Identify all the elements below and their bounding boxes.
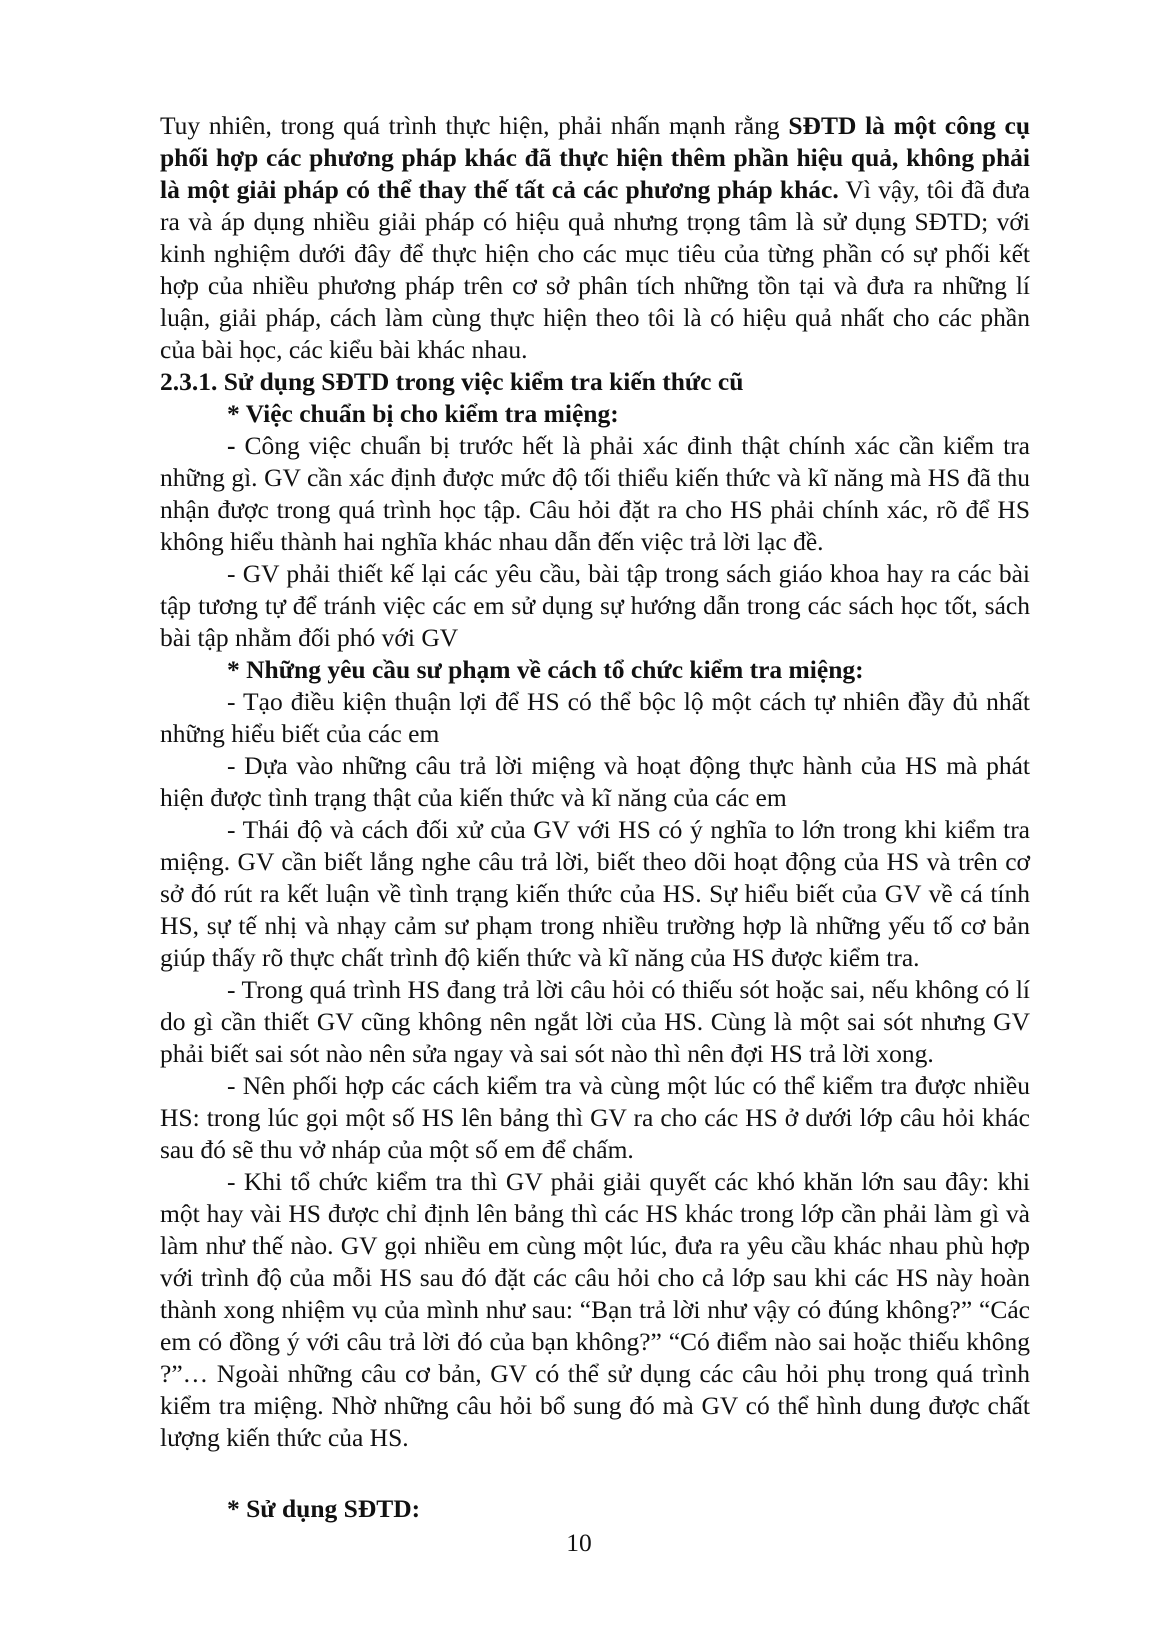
requirement-paragraph: - Tạo điều kiện thuận lợi để HS có thể bộc lộ một cách tự nhiên đầy đủ nhất những hiểu biết của các em	[160, 687, 1030, 748]
preparation-paragraph-2: - GV phải thiết kế lại các yêu cầu, bài tập trong sách giáo khoa hay ra các bài tập tương tự để tránh việc các em sử dụng sự hướng dẫn trong các sách học tốt, sách bài tập nhằm đối phó với GV	[160, 559, 1030, 652]
preparation-paragraph-1	[160, 430, 1030, 558]
page-number: 10	[566, 1528, 592, 1557]
requirement-paragraph: - Dựa vào những câu trả lời miệng và hoạt động thực hành của HS mà phát hiện được tình trạng thật của kiến thức và kĩ năng của các em	[160, 751, 1030, 812]
subheading-pedagogical-requirements: * Những yêu cầu sư phạm về cách tổ chức kiểm tra miệng:	[227, 655, 864, 684]
intro-bold-statement: SĐTD là một công cụ phối hợp các phương pháp khác đã thực hiện thêm phần hiệu quả, không phải là một giải pháp có thể thay thế tất cả các phương pháp khác.	[160, 111, 1031, 204]
subheading-using-mindmap: * Sử dụng SĐTD:	[227, 1494, 421, 1523]
intro-text-2: Vì vậy, tôi đã đưa ra và áp dụng nhiều giải pháp có hiệu quả nhưng trọng tâm là sử dụng SĐTD; với kinh nghiệm dưới đây để thực hiện cho các mục tiêu của từng phần có sự phối kết hợp của nhiều phương pháp trên cơ sở phân tích những tồn tại và đưa ra những lí luận, giải pháp, cách làm cùng thực hiện theo tôi là có hiệu quả nhất cho các phần của bài học, các kiểu bài khác nhau.	[160, 175, 1030, 364]
bold-dash: -	[227, 431, 236, 460]
subheading-preparation: * Việc chuẩn bị cho kiểm tra miệng:	[227, 399, 619, 428]
intro-text-1: Tuy nhiên, trong quá trình thực hiện, phải nhấn mạnh rằng	[160, 111, 789, 140]
preparation-paragraph-1-text: Công việc chuẩn bị trước hết là phải xác đinh thật chính xác cần kiểm tra những gì. GV cần xác định được mức độ tối thiểu kiến thức và kĩ năng mà HS đã thu nhận được trong quá trình học tập. Câu hỏi đặt ra cho HS phải chính xác, rõ để HS không hiểu thành hai nghĩa khác nhau dẫn đến việc trả lời lạc đề.	[160, 431, 1030, 556]
requirement-paragraph: - Trong quá trình HS đang trả lời câu hỏi có thiếu sót hoặc sai, nếu không có lí do gì cần thiết GV cũng không nên ngắt lời của HS. Cùng là một sai sót nhưng GV phải biết sai sót nào nên sửa ngay và sai sót nào thì nên đợi HS trả lời xong.	[160, 975, 1030, 1068]
spacer	[160, 1454, 1030, 1493]
requirement-paragraph: - Nên phối hợp các cách kiểm tra và cùng một lúc có thể kiểm tra được nhiều HS: trong lúc gọi một số HS lên bảng thì GV ra cho các HS ở dưới lớp câu hỏi khác sau đó sẽ thu vở nháp của một số em để chấm.	[160, 1071, 1030, 1164]
requirement-paragraph: - Khi tổ chức kiểm tra thì GV phải giải quyết các khó khăn lớn sau đây: khi một hay vài HS được chỉ định lên bảng thì các HS khác trong lớp cần phải làm gì và làm như thế nào. GV gọi nhiều em cùng một lúc, đưa ra yêu cầu khác nhau phù hợp với trình độ của mỗi HS sau đó đặt các câu hỏi cho cả lớp sau khi các HS này hoàn thành xong nhiệm vụ của mình như sau: “Bạn trả lời như vậy có đúng không?” “Các em có đồng ý với câu trả lời đó của bạn không?” “Có điểm nào sai hoặc thiếu không ?”… Ngoài những câu cơ bản, GV có thể sử dụng các câu hỏi phụ trong quá trình kiểm tra miệng. Nhờ những câu hỏi bổ sung đó mà GV có thể hình dung được chất lượng kiến thức của HS.	[160, 1167, 1030, 1452]
section-heading: 2.3.1. Sử dụng SĐTD trong việc kiểm tra kiến thức cũ	[160, 367, 744, 396]
document-page	[160, 110, 1030, 1525]
intro-paragraph	[160, 110, 1030, 366]
requirement-paragraph: - Thái độ và cách đối xử của GV với HS có ý nghĩa to lớn trong khi kiểm tra miệng. GV cần biết lắng nghe câu trả lời, biết theo dõi hoạt động của HS và trên cơ sở đó rút ra kết luận về tình trạng kiến thức của HS. Sự hiểu biết của GV về cá tính HS, sự tế nhị và nhạy cảm sư phạm trong nhiều trường hợp là những yếu tố cơ bản giúp thấy rõ thực chất trình độ kiến thức và kĩ năng của HS được kiểm tra.	[160, 815, 1030, 972]
